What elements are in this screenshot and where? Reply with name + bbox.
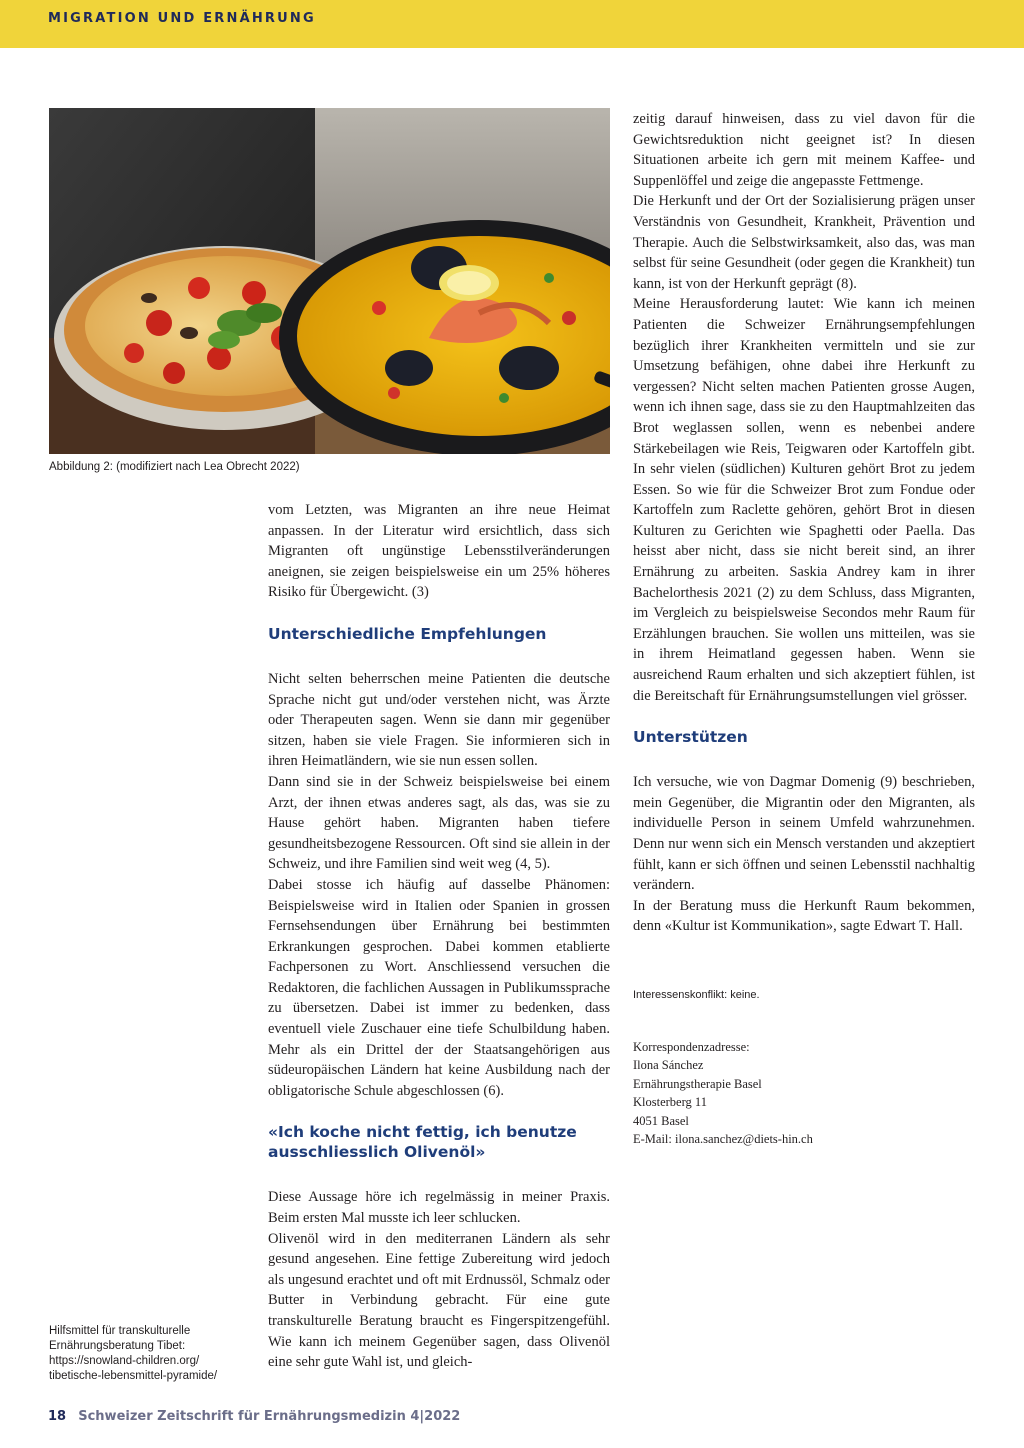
paragraph: vom Letzten, was Migranten an ihre neue Heimat anpassen. In der Literatur wird ersichtlich, dass sich Migranten oft ungünstige Lebensstilveränderungen aneignen, sie zeigen beispielsweise ein um 25% höheres Risiko für Übergewicht. (3) (268, 502, 610, 601)
right-column (633, 109, 975, 1149)
conflict-statement: Interessenskonflikt: keine. (633, 988, 760, 1001)
address-line: Ilona Sánchez (633, 1058, 704, 1073)
paragraph: Olivenöl wird in den mediterranen Ländern als sehr gesund angesehen. Eine fettige Zubereitung wird jedoch als ungesund erachtet und oft mit Erdnussöl, Schmalz oder Butter in Verbindung gebracht. Für eine gute transkulturelle Beratung braucht es Fingerspitzengefühl. Wie kann ich meinem Gegenüber sagen, dass Olivenöl eine sehr gute Wahl ist, und gleich- (268, 1230, 610, 1371)
sidenote-line: Hilfsmittel für transkulturelle (49, 1325, 191, 1337)
section-heading: «Ich koche nicht fettig, ich benutze ausschliesslich Olivenöl» (268, 1123, 577, 1162)
middle-column (268, 500, 610, 1373)
figure-caption: Abbildung 2: (modifiziert nach Lea Obrecht 2022) (49, 461, 300, 473)
paragraph: Meine Herausforderung lautet: Wie kann ich meinen Patienten die Schweizer Ernährungsempfehlungen bezüglich ihrer Krankheiten vermitteln und sie zur Umsetzung befähigen, ohne dabei ihre Herkunft zu vergessen? Nicht selten machen Patienten grosse Augen, wenn ich ihnen sage, dass sie zu den Hauptmahlzeiten das Brot weglassen sollen, wenn es nebenbei andere Stärkebeilagen wie Reis, Teigwaren oder Kartoffeln gibt. In sehr vielen (südlichen) Kulturen gehört Brot zu jedem Essen. So wie für die Schweizer Brot zum Fondue oder Kartoffeln zum Raclette gehören, gehört Brot in diesen Kulturen zu Gerichten wie Spaghetti oder Paella. Das heisst aber nicht, dass sie nicht bereit sind, an ihrer Ernährung zu arbeiten. Saskia Andrey kam in ihrer Bachelorthesis 2021 (2) zu dem Schluss, dass Migranten, im Vergleich zu beispielsweise Secondos mehr Raum für Erzählungen brauchen. Sie wollen uns mitteilen, was sie in ihrem Heimatland gegessen haben. Wenn sie ausreichend Raum erhalten und sich akzeptiert fühlen, ist die Bereitschaft für Ernährungsumstellungen viel grösser. (633, 296, 975, 704)
food-photo-graphic (49, 108, 610, 454)
paragraph: In der Beratung muss die Herkunft Raum bekommen, denn «Kultur ist Kommunikation», sagte Edwart T. Hall. (633, 897, 975, 935)
journal-name: Schweizer Zeitschrift für Ernährungsmedizin 4|2022 (78, 1409, 461, 1424)
food-photo (49, 108, 610, 454)
email-address: E-Mail: ilona.sanchez@diets-hin.ch (633, 1132, 813, 1147)
paragraph: Dabei stosse ich häufig auf dasselbe Phänomen: Beispielsweise wird in Italien oder Spanien in grossen Fernsehsendungen über Ernährung bei bestimmten Erkrankungen gesprochen. Dabei kommen etablierte Fachpersonen zu Wort. Anschliessend versuchen die Redaktoren, die fachlichen Aussagen in Publikumssprache zu übersetzen. Dabei ist immer zu bedenken, dass eventuell viele Zuschauer eine tiefe Schulbildung haben. Mehr als ein Drittel der der Staatsangehörigen aus südeuropäischen Ländern hat keine Ausbildung nach der obligatorische Schule abgeschlossen (6). (268, 876, 610, 1099)
sidenote (49, 1324, 249, 1384)
sidenote-line: tibetische-lebensmittel-pyramide/ (49, 1370, 218, 1382)
paragraph: Dann sind sie in der Schweiz beispielsweise bei einem Arzt, der ihnen etwas anderes sagt, als das, was sie zu Hause gehört haben. Migranten haben tiefere gesundheitsbezogene Ressourcen. Oft sind sie allein in der Schweiz, und ihre Familien sind weit weg (4, 5). (268, 773, 610, 873)
paragraph: Nicht selten beherrschen meine Patienten die deutsche Sprache nicht gut und/oder verstehen nicht, was Ärzte oder Therapeuten sagen. Wenn sie dann mir gegenüber sitzen, haben sie viele Fragen. Sie informieren sich in ihren Heimatländern, wie sie nun essen sollen. (268, 670, 610, 770)
section-heading: Unterschiedliche Empfehlungen (268, 624, 547, 643)
correspondence-address (633, 1038, 975, 1149)
address-line: Klosterberg 11 (633, 1095, 707, 1110)
sidenote-line: https://snowland-children.org/ (49, 1355, 200, 1367)
section-title: MIGRATION UND ERNÄHRUNG (48, 11, 316, 26)
address-line: Ernährungstherapie Basel (633, 1076, 762, 1091)
paragraph: Die Herkunft und der Ort der Sozialisierung prägen unser Verständnis von Gesundheit, Krankheit, Prävention und Therapie. Auch die Selbstwirksamkeit, also das, was man selbst für seine Gesundheit (oder gegen die Krankheit) tun kann, ist von der Herkunft geprägt (8). (633, 193, 975, 292)
paragraph: Diese Aussage höre ich regelmässig in meiner Praxis. Beim ersten Mal musste ich leer schlucken. (268, 1189, 610, 1227)
address-line: 4051 Basel (633, 1113, 689, 1128)
paragraph: Ich versuche, wie von Dagmar Domenig (9) beschrieben, mein Gegenüber, die Migrantin oder den Migranten, als individuelle Person in seinem Umfeld wahrzunehmen. Denn nur wenn sich ein Mensch verstanden und akzeptiert fühlt, kann er sich öffnen und seinen Lebensstil nachhaltig verändern. (633, 774, 975, 894)
paragraph: zeitig darauf hinweisen, dass zu viel davon für die Gewichtsreduktion nicht geeignet ist? In diesen Situationen arbeite ich gern mit meinem Kaffee- und Suppenlöffel und zeige die angepasste Fettmenge. (633, 111, 975, 189)
address-line: Korrespondenzadresse: (633, 1039, 750, 1054)
page-footer (48, 1409, 460, 1424)
header-band (0, 0, 1024, 48)
sidenote-line: Ernährungsberatung Tibet: (49, 1340, 186, 1352)
section-heading: Unterstützen (633, 728, 748, 747)
page-number: 18 (48, 1409, 67, 1424)
